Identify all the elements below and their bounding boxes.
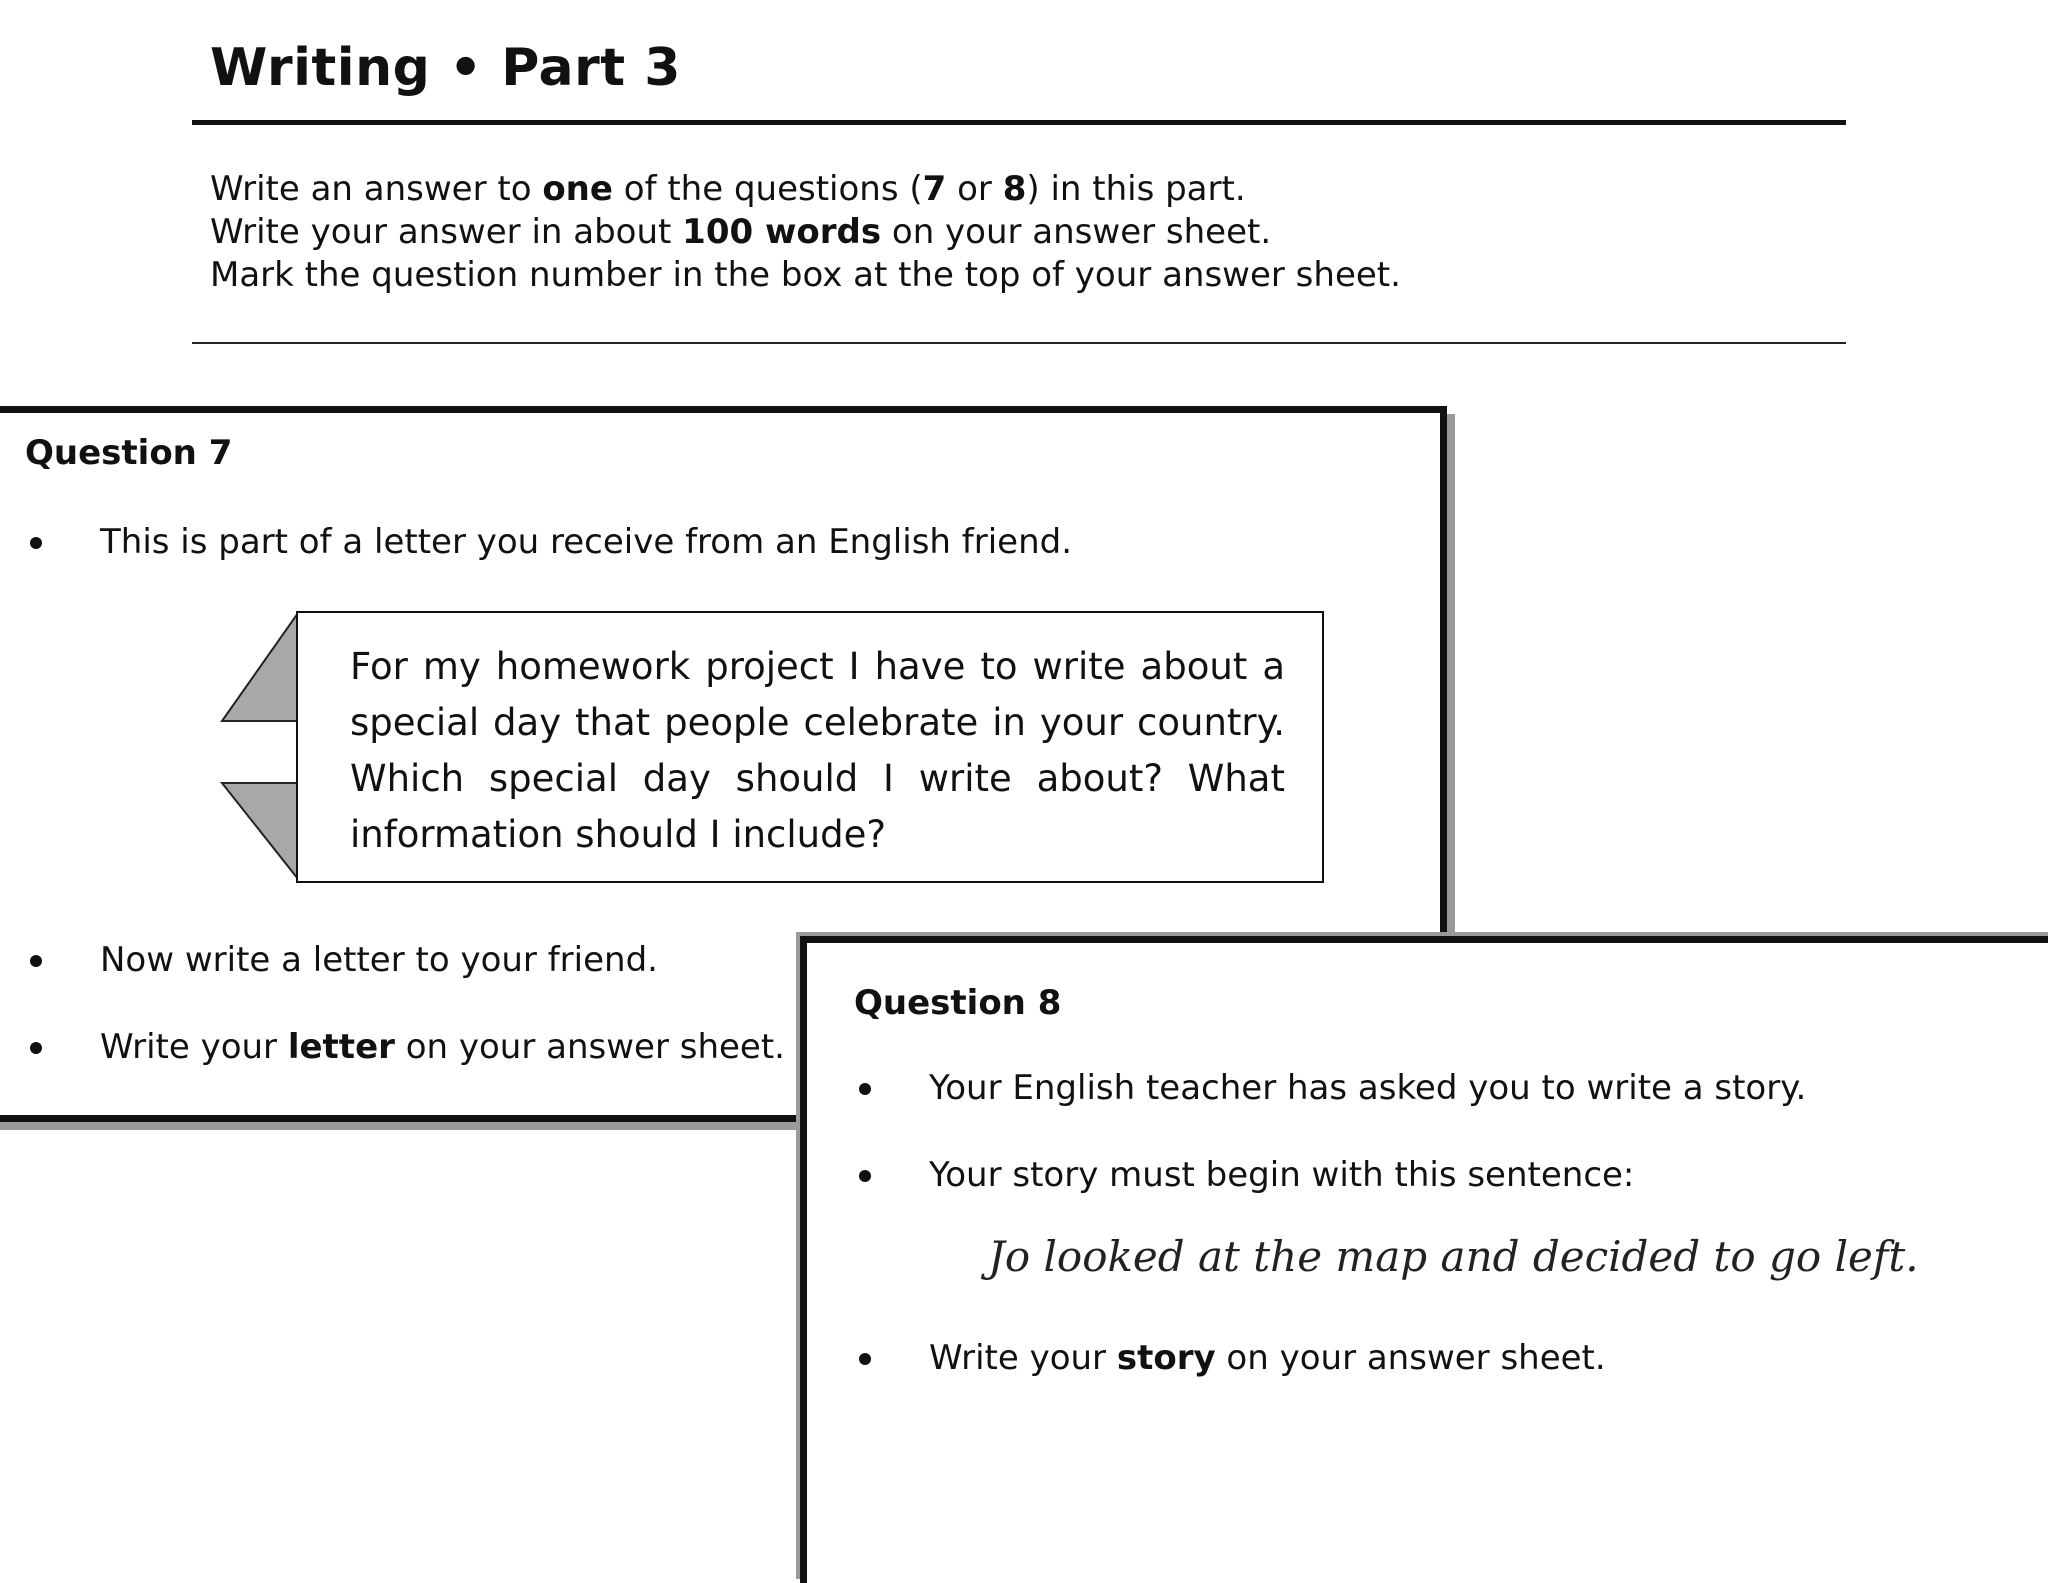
instructions-divider — [192, 342, 1846, 344]
instructions — [210, 168, 1401, 297]
title-divider — [192, 120, 1846, 125]
bullet-icon — [859, 1353, 871, 1365]
question-7-card: Question 7 This is part of a letter you receive from an English friend. For my homework project I have to write about a special day that people celebrate in your country. Which special day should I write about? What information should I include? Now write a letter to your friend. Write your letter on your answer sheet. — [0, 406, 1447, 1122]
question-7-title: Question 7 — [25, 433, 233, 473]
letter-excerpt: For my homework project I have to write about a special day that people celebrate in your country. Which special day should I write about? What information should I include? — [350, 645, 1285, 856]
question-8-card: Question 8 Your English teacher has asked you to write a story. Your story must begin with this sentence: Write your story on your answer sheet. — [800, 936, 2048, 1583]
bullet-icon — [859, 1170, 871, 1182]
bullet-icon — [30, 537, 42, 549]
bullet-icon — [30, 1042, 42, 1054]
question-8-title: Question 8 — [854, 983, 1062, 1023]
instruction-line-1: Write an answer to one of the questions (7 or 8) in this part. — [210, 169, 1246, 209]
story-opening-sentence: Jo looked at the map and decided to go left. — [988, 1232, 1919, 1281]
letter-excerpt-box — [296, 611, 1324, 883]
instruction-line-2: Write your answer in about 100 words on your answer sheet. — [210, 212, 1272, 252]
letter-arrow-icon — [218, 611, 300, 883]
instruction-line-3: Mark the question number in the box at the top of your answer sheet. — [210, 255, 1401, 295]
bullet-icon — [30, 955, 42, 967]
bullet-icon — [859, 1083, 871, 1095]
page-title: Writing • Part 3 — [210, 38, 681, 98]
